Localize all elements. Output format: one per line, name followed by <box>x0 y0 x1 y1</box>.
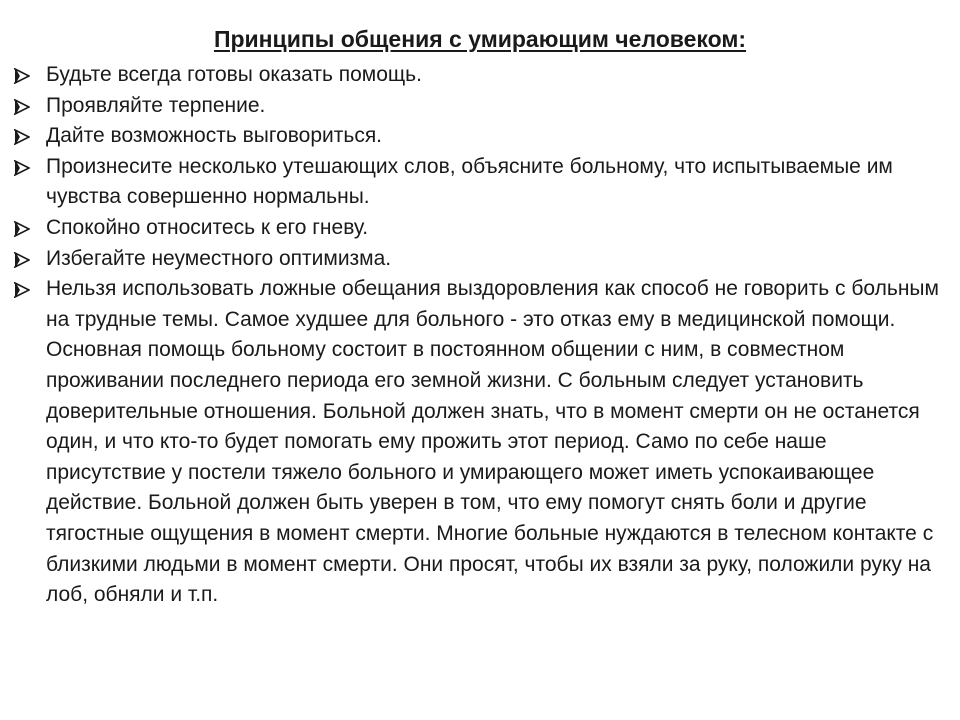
bullet-text: Спокойно относитесь к его гневу. <box>46 215 369 239</box>
list-item <box>14 274 944 611</box>
bullet-text: Нельзя использовать ложные обещания выздоровления как способ не говорить с больным на трудные темы. Самое худшее для больного - это отказ ему в медицинской помощи. Основная помощь больному состоит в постоянном общении с ним, в совместном проживании последнего периода его земной жизни. С больным следует установить доверительные отношения. Больной должен знать, что в момент смерти он не останется один, и что кто-то будет помогать ему прожить этот период. Само по себе наше присутствие у постели тяжело больного и умирающего может иметь успокаивающее действие. Больной должен быть уверен в том, что ему помогут снять боли и другие тягостные ощущения в момент смерти. Многие больные нуждаются в телесном контакте с близкими людьми в момент смерти. Они просят, чтобы их взяли за руку, положили руку на лоб, обняли и т.п. <box>46 277 939 607</box>
list-item <box>14 213 944 244</box>
arrow-bullet-icon <box>14 282 30 298</box>
page-title: Принципы общения с умирающим человеком: <box>213 26 747 52</box>
list-item <box>14 244 944 275</box>
arrow-bullet-icon <box>14 252 30 268</box>
list-item <box>14 60 944 91</box>
arrow-bullet-icon <box>14 68 30 84</box>
bullet-text: Будьте всегда готовы оказать помощь. <box>46 63 422 86</box>
arrow-bullet-icon <box>14 160 30 176</box>
arrow-bullet-icon <box>14 129 30 145</box>
list-item <box>14 152 944 213</box>
list-item <box>14 121 944 152</box>
bullet-list <box>14 60 944 611</box>
bullet-text: Произнесите несколько утешающих слов, объясните больному, что испытываемые им чувства совершенно нормальны. <box>46 154 893 209</box>
bullet-text: Проявляйте терпение. <box>46 93 266 117</box>
arrow-bullet-icon <box>14 99 30 115</box>
bullet-text: Дайте возможность выговориться. <box>46 124 383 148</box>
arrow-bullet-icon <box>14 221 30 237</box>
list-item <box>14 91 944 122</box>
bullet-text: Избегайте неуместного оптимизма. <box>46 246 392 270</box>
